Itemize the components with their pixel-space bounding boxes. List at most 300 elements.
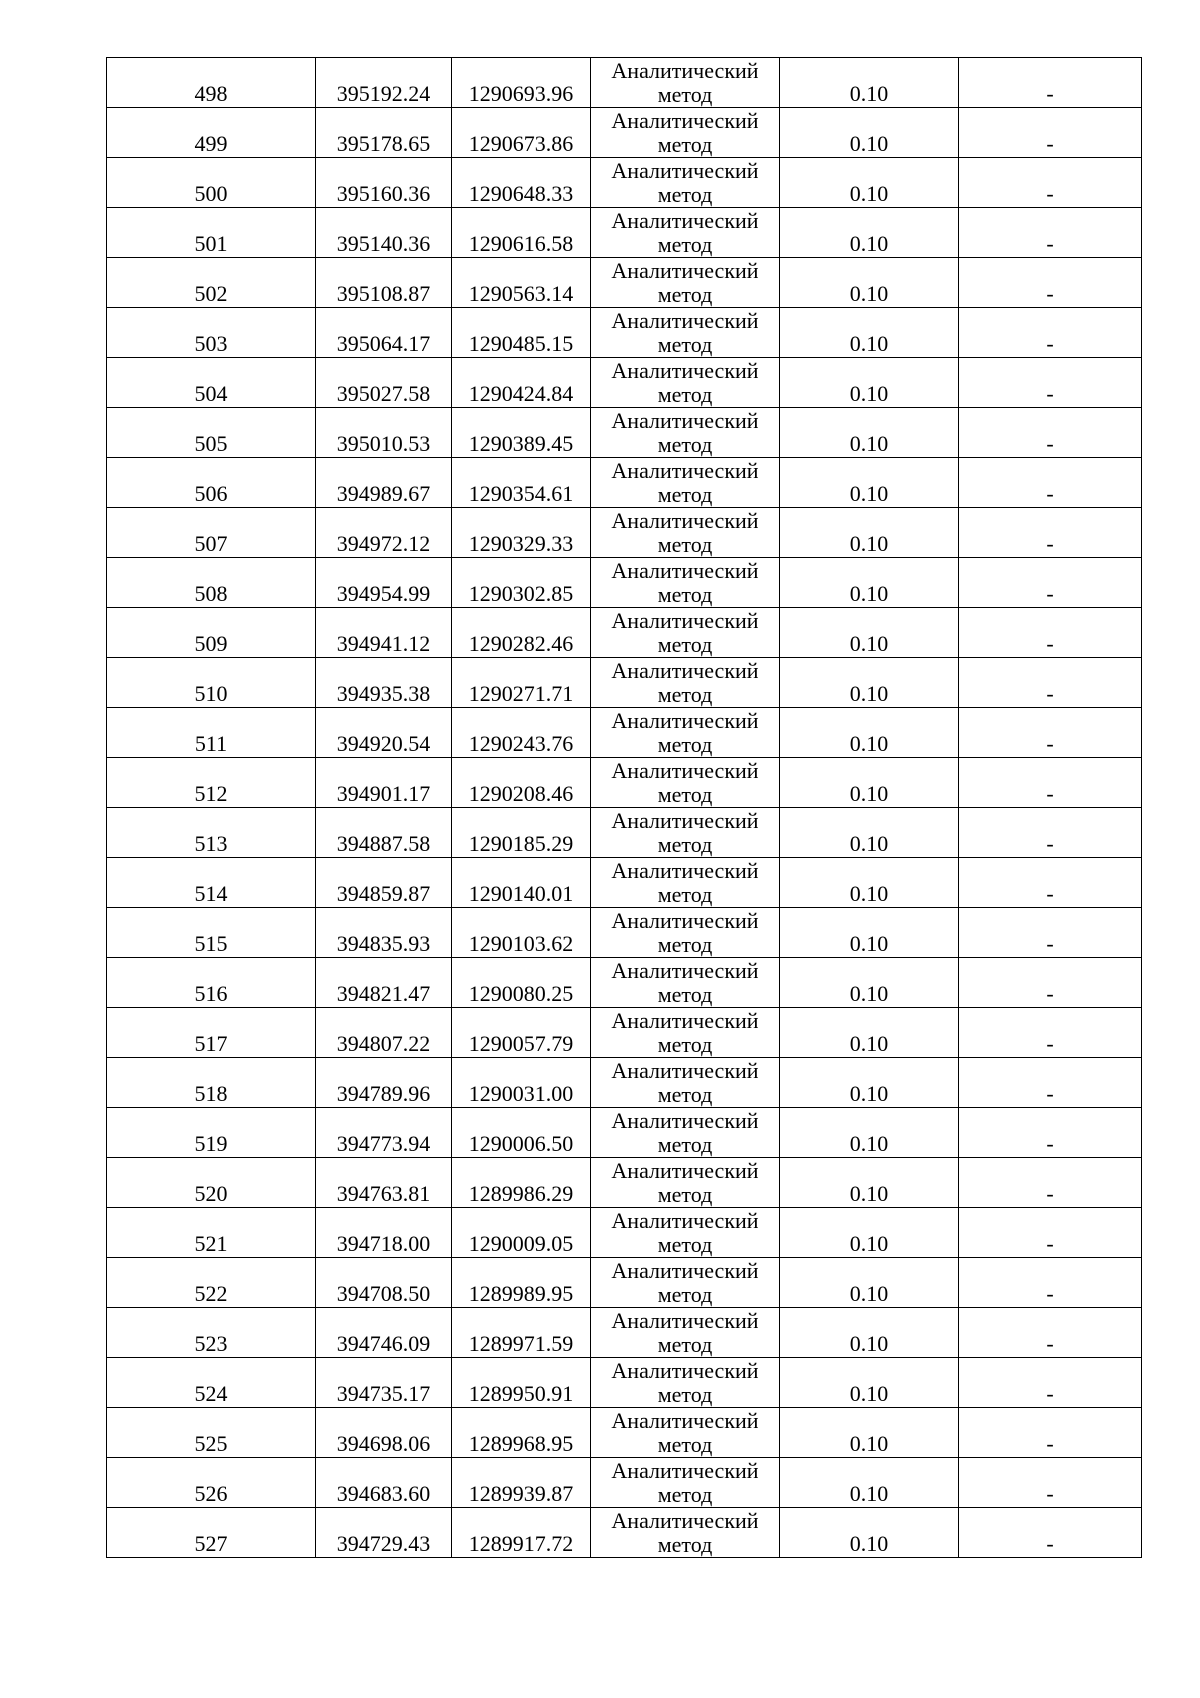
table-row xyxy=(107,858,1142,908)
method-line-2: метод xyxy=(657,182,713,207)
coordinate-y-cell: 1290185.29 xyxy=(452,808,591,858)
coordinate-x-cell: 394859.87 xyxy=(316,858,452,908)
note-cell: - xyxy=(959,608,1142,658)
coordinates-table xyxy=(106,57,1142,1558)
point-number-cell: 500 xyxy=(107,158,316,208)
coordinate-y-cell: 1290282.46 xyxy=(452,608,591,658)
method-cell xyxy=(591,1308,780,1358)
accuracy-cell: 0.10 xyxy=(780,658,959,708)
point-number-cell: 514 xyxy=(107,858,316,908)
coordinate-x-cell: 394887.58 xyxy=(316,808,452,858)
table-row xyxy=(107,308,1142,358)
coordinate-x-cell: 394920.54 xyxy=(316,708,452,758)
table-row xyxy=(107,158,1142,208)
method-line-1: Аналитический xyxy=(611,1059,759,1083)
method-cell xyxy=(591,1108,780,1158)
coordinate-x-cell: 394683.60 xyxy=(316,1458,452,1508)
table-row xyxy=(107,1058,1142,1108)
accuracy-cell: 0.10 xyxy=(780,1408,959,1458)
table-row xyxy=(107,408,1142,458)
method-line-2: метод xyxy=(657,682,713,707)
method-text xyxy=(591,209,779,257)
method-cell xyxy=(591,858,780,908)
point-number-cell: 522 xyxy=(107,1258,316,1308)
coordinate-x-cell: 394708.50 xyxy=(316,1258,452,1308)
accuracy-cell: 0.10 xyxy=(780,558,959,608)
coordinate-x-cell: 394901.17 xyxy=(316,758,452,808)
method-line-2: метод xyxy=(657,432,713,457)
point-number-cell: 527 xyxy=(107,1508,316,1558)
accuracy-cell: 0.10 xyxy=(780,458,959,508)
point-number-cell: 516 xyxy=(107,958,316,1008)
coordinate-x-cell: 395108.87 xyxy=(316,258,452,308)
coordinate-x-cell: 394746.09 xyxy=(316,1308,452,1358)
coordinate-y-cell: 1289917.72 xyxy=(452,1508,591,1558)
accuracy-cell: 0.10 xyxy=(780,958,959,1008)
coordinate-x-cell: 394821.47 xyxy=(316,958,452,1008)
method-line-1: Аналитический xyxy=(611,509,759,533)
point-number-cell: 524 xyxy=(107,1358,316,1408)
method-text xyxy=(591,1409,779,1457)
method-line-2: метод xyxy=(657,732,713,757)
method-cell xyxy=(591,608,780,658)
table-row xyxy=(107,658,1142,708)
note-cell: - xyxy=(959,858,1142,908)
method-line-1: Аналитический xyxy=(611,1359,759,1383)
table-row xyxy=(107,1308,1142,1358)
coordinate-y-cell: 1289968.95 xyxy=(452,1408,591,1458)
accuracy-cell: 0.10 xyxy=(780,1208,959,1258)
table-row xyxy=(107,1008,1142,1058)
method-line-1: Аналитический xyxy=(611,1309,759,1333)
coordinate-y-cell: 1290329.33 xyxy=(452,508,591,558)
coordinate-y-cell: 1290103.62 xyxy=(452,908,591,958)
method-text xyxy=(591,559,779,607)
method-cell xyxy=(591,208,780,258)
method-text xyxy=(591,1459,779,1507)
method-text xyxy=(591,309,779,357)
method-text xyxy=(591,509,779,557)
accuracy-cell: 0.10 xyxy=(780,858,959,908)
coordinate-x-cell: 395192.24 xyxy=(316,58,452,108)
note-cell: - xyxy=(959,58,1142,108)
method-text xyxy=(591,1509,779,1557)
table-row xyxy=(107,1158,1142,1208)
method-cell xyxy=(591,1258,780,1308)
note-cell: - xyxy=(959,1308,1142,1358)
method-line-1: Аналитический xyxy=(611,809,759,833)
accuracy-cell: 0.10 xyxy=(780,358,959,408)
method-text xyxy=(591,259,779,307)
note-cell: - xyxy=(959,908,1142,958)
method-line-2: метод xyxy=(657,1282,713,1307)
accuracy-cell: 0.10 xyxy=(780,808,959,858)
note-cell: - xyxy=(959,708,1142,758)
method-cell xyxy=(591,58,780,108)
coordinate-y-cell: 1290208.46 xyxy=(452,758,591,808)
note-cell: - xyxy=(959,758,1142,808)
method-cell xyxy=(591,1208,780,1258)
method-cell xyxy=(591,558,780,608)
table-row xyxy=(107,1358,1142,1408)
note-cell: - xyxy=(959,108,1142,158)
method-text xyxy=(591,1309,779,1357)
method-line-2: метод xyxy=(657,532,713,557)
method-line-2: метод xyxy=(657,1182,713,1207)
point-number-cell: 517 xyxy=(107,1008,316,1058)
table-row xyxy=(107,508,1142,558)
point-number-cell: 499 xyxy=(107,108,316,158)
table-row xyxy=(107,708,1142,758)
method-line-2: метод xyxy=(657,782,713,807)
note-cell: - xyxy=(959,458,1142,508)
coordinate-x-cell: 394773.94 xyxy=(316,1108,452,1158)
coordinate-y-cell: 1290485.15 xyxy=(452,308,591,358)
note-cell: - xyxy=(959,408,1142,458)
method-text xyxy=(591,1159,779,1207)
accuracy-cell: 0.10 xyxy=(780,1358,959,1408)
accuracy-cell: 0.10 xyxy=(780,208,959,258)
note-cell: - xyxy=(959,1408,1142,1458)
table-row xyxy=(107,1458,1142,1508)
method-line-2: метод xyxy=(657,982,713,1007)
note-cell: - xyxy=(959,558,1142,608)
method-line-2: метод xyxy=(657,632,713,657)
note-cell: - xyxy=(959,308,1142,358)
point-number-cell: 526 xyxy=(107,1458,316,1508)
method-text xyxy=(591,159,779,207)
coordinate-x-cell: 394935.38 xyxy=(316,658,452,708)
table-row xyxy=(107,958,1142,1008)
method-line-1: Аналитический xyxy=(611,909,759,933)
method-text xyxy=(591,59,779,107)
method-cell xyxy=(591,508,780,558)
table-row xyxy=(107,758,1142,808)
coordinate-y-cell: 1290616.58 xyxy=(452,208,591,258)
note-cell: - xyxy=(959,1358,1142,1408)
method-text xyxy=(591,409,779,457)
point-number-cell: 511 xyxy=(107,708,316,758)
method-line-1: Аналитический xyxy=(611,559,759,583)
point-number-cell: 502 xyxy=(107,258,316,308)
method-line-2: метод xyxy=(657,82,713,107)
method-cell xyxy=(591,1158,780,1208)
method-text xyxy=(591,109,779,157)
method-line-1: Аналитический xyxy=(611,359,759,383)
coordinate-x-cell: 395160.36 xyxy=(316,158,452,208)
method-line-2: метод xyxy=(657,482,713,507)
coordinate-x-cell: 394763.81 xyxy=(316,1158,452,1208)
table-row xyxy=(107,358,1142,408)
accuracy-cell: 0.10 xyxy=(780,508,959,558)
point-number-cell: 498 xyxy=(107,58,316,108)
point-number-cell: 508 xyxy=(107,558,316,608)
coordinate-x-cell: 394729.43 xyxy=(316,1508,452,1558)
method-text xyxy=(591,1059,779,1107)
table-row xyxy=(107,558,1142,608)
point-number-cell: 507 xyxy=(107,508,316,558)
method-line-2: метод xyxy=(657,232,713,257)
note-cell: - xyxy=(959,808,1142,858)
coordinate-x-cell: 394972.12 xyxy=(316,508,452,558)
method-line-1: Аналитический xyxy=(611,709,759,733)
coordinate-x-cell: 394718.00 xyxy=(316,1208,452,1258)
accuracy-cell: 0.10 xyxy=(780,258,959,308)
coordinate-y-cell: 1290563.14 xyxy=(452,258,591,308)
point-number-cell: 520 xyxy=(107,1158,316,1208)
method-line-2: метод xyxy=(657,332,713,357)
accuracy-cell: 0.10 xyxy=(780,1458,959,1508)
coordinate-y-cell: 1290648.33 xyxy=(452,158,591,208)
coordinate-y-cell: 1289971.59 xyxy=(452,1308,591,1358)
method-line-1: Аналитический xyxy=(611,1259,759,1283)
coordinate-y-cell: 1290389.45 xyxy=(452,408,591,458)
accuracy-cell: 0.10 xyxy=(780,158,959,208)
method-text xyxy=(591,1209,779,1257)
point-number-cell: 515 xyxy=(107,908,316,958)
method-text xyxy=(591,1259,779,1307)
point-number-cell: 504 xyxy=(107,358,316,408)
table-row xyxy=(107,1258,1142,1308)
coordinates-table-body xyxy=(107,58,1142,1558)
method-text xyxy=(591,909,779,957)
method-cell xyxy=(591,1358,780,1408)
note-cell: - xyxy=(959,358,1142,408)
method-cell xyxy=(591,1508,780,1558)
method-line-2: метод xyxy=(657,1532,713,1557)
accuracy-cell: 0.10 xyxy=(780,1058,959,1108)
note-cell: - xyxy=(959,208,1142,258)
point-number-cell: 506 xyxy=(107,458,316,508)
method-line-1: Аналитический xyxy=(611,759,759,783)
coordinate-x-cell: 394835.93 xyxy=(316,908,452,958)
coordinate-y-cell: 1290302.85 xyxy=(452,558,591,608)
table-row xyxy=(107,258,1142,308)
method-line-1: Аналитический xyxy=(611,159,759,183)
method-line-1: Аналитический xyxy=(611,1459,759,1483)
coordinate-x-cell: 395064.17 xyxy=(316,308,452,358)
note-cell: - xyxy=(959,1258,1142,1308)
point-number-cell: 518 xyxy=(107,1058,316,1108)
method-cell xyxy=(591,308,780,358)
coordinate-y-cell: 1290271.71 xyxy=(452,658,591,708)
note-cell: - xyxy=(959,1458,1142,1508)
method-cell xyxy=(591,708,780,758)
method-text xyxy=(591,1009,779,1057)
point-number-cell: 510 xyxy=(107,658,316,708)
method-cell xyxy=(591,108,780,158)
method-cell xyxy=(591,358,780,408)
note-cell: - xyxy=(959,1058,1142,1108)
method-cell xyxy=(591,908,780,958)
method-line-2: метод xyxy=(657,132,713,157)
coordinate-x-cell: 395027.58 xyxy=(316,358,452,408)
coordinate-y-cell: 1290243.76 xyxy=(452,708,591,758)
method-line-2: метод xyxy=(657,382,713,407)
method-line-2: метод xyxy=(657,1432,713,1457)
method-line-2: метод xyxy=(657,1032,713,1057)
method-line-2: метод xyxy=(657,832,713,857)
method-line-2: метод xyxy=(657,932,713,957)
method-line-2: метод xyxy=(657,1482,713,1507)
note-cell: - xyxy=(959,258,1142,308)
accuracy-cell: 0.10 xyxy=(780,1108,959,1158)
method-line-2: метод xyxy=(657,282,713,307)
method-line-1: Аналитический xyxy=(611,459,759,483)
method-line-2: метод xyxy=(657,582,713,607)
method-text xyxy=(591,709,779,757)
method-text xyxy=(591,609,779,657)
coordinate-y-cell: 1290080.25 xyxy=(452,958,591,1008)
accuracy-cell: 0.10 xyxy=(780,1158,959,1208)
accuracy-cell: 0.10 xyxy=(780,408,959,458)
coordinate-x-cell: 395010.53 xyxy=(316,408,452,458)
method-cell xyxy=(591,408,780,458)
note-cell: - xyxy=(959,1208,1142,1258)
accuracy-cell: 0.10 xyxy=(780,708,959,758)
coordinate-y-cell: 1290031.00 xyxy=(452,1058,591,1108)
method-text xyxy=(591,759,779,807)
method-text xyxy=(591,959,779,1007)
method-text xyxy=(591,859,779,907)
coordinate-y-cell: 1289989.95 xyxy=(452,1258,591,1308)
method-line-1: Аналитический xyxy=(611,609,759,633)
point-number-cell: 519 xyxy=(107,1108,316,1158)
table-row xyxy=(107,108,1142,158)
point-number-cell: 513 xyxy=(107,808,316,858)
method-text xyxy=(591,459,779,507)
table-row xyxy=(107,608,1142,658)
accuracy-cell: 0.10 xyxy=(780,908,959,958)
method-line-1: Аналитический xyxy=(611,1409,759,1433)
coordinate-x-cell: 394989.67 xyxy=(316,458,452,508)
coordinate-y-cell: 1290006.50 xyxy=(452,1108,591,1158)
method-cell xyxy=(591,758,780,808)
method-cell xyxy=(591,158,780,208)
coordinate-x-cell: 394698.06 xyxy=(316,1408,452,1458)
table-row xyxy=(107,908,1142,958)
note-cell: - xyxy=(959,1008,1142,1058)
coordinate-x-cell: 394807.22 xyxy=(316,1008,452,1058)
accuracy-cell: 0.10 xyxy=(780,608,959,658)
accuracy-cell: 0.10 xyxy=(780,1258,959,1308)
coordinate-x-cell: 394735.17 xyxy=(316,1358,452,1408)
table-row xyxy=(107,1408,1142,1458)
method-line-1: Аналитический xyxy=(611,59,759,83)
point-number-cell: 505 xyxy=(107,408,316,458)
method-line-1: Аналитический xyxy=(611,209,759,233)
table-row xyxy=(107,1208,1142,1258)
method-line-1: Аналитический xyxy=(611,309,759,333)
note-cell: - xyxy=(959,958,1142,1008)
method-line-1: Аналитический xyxy=(611,859,759,883)
method-text xyxy=(591,809,779,857)
method-text xyxy=(591,1359,779,1407)
method-line-2: метод xyxy=(657,1332,713,1357)
coordinate-y-cell: 1290693.96 xyxy=(452,58,591,108)
accuracy-cell: 0.10 xyxy=(780,108,959,158)
method-line-2: метод xyxy=(657,882,713,907)
table-row xyxy=(107,808,1142,858)
method-text xyxy=(591,1109,779,1157)
method-cell xyxy=(591,1058,780,1108)
point-number-cell: 501 xyxy=(107,208,316,258)
method-line-2: метод xyxy=(657,1232,713,1257)
note-cell: - xyxy=(959,508,1142,558)
method-line-1: Аналитический xyxy=(611,1509,759,1533)
note-cell: - xyxy=(959,1158,1142,1208)
accuracy-cell: 0.10 xyxy=(780,1308,959,1358)
method-line-1: Аналитический xyxy=(611,1209,759,1233)
note-cell: - xyxy=(959,1108,1142,1158)
coordinate-y-cell: 1289939.87 xyxy=(452,1458,591,1508)
coordinate-y-cell: 1290673.86 xyxy=(452,108,591,158)
method-line-1: Аналитический xyxy=(611,1109,759,1133)
accuracy-cell: 0.10 xyxy=(780,1508,959,1558)
point-number-cell: 503 xyxy=(107,308,316,358)
point-number-cell: 523 xyxy=(107,1308,316,1358)
coordinate-y-cell: 1289950.91 xyxy=(452,1358,591,1408)
method-line-1: Аналитический xyxy=(611,409,759,433)
coordinate-y-cell: 1290057.79 xyxy=(452,1008,591,1058)
method-cell xyxy=(591,1458,780,1508)
note-cell: - xyxy=(959,658,1142,708)
method-cell xyxy=(591,258,780,308)
method-cell xyxy=(591,1008,780,1058)
method-line-1: Аналитический xyxy=(611,659,759,683)
point-number-cell: 512 xyxy=(107,758,316,808)
point-number-cell: 525 xyxy=(107,1408,316,1458)
accuracy-cell: 0.10 xyxy=(780,758,959,808)
method-line-1: Аналитический xyxy=(611,109,759,133)
note-cell: - xyxy=(959,1508,1142,1558)
method-cell xyxy=(591,958,780,1008)
coordinate-x-cell: 394954.99 xyxy=(316,558,452,608)
coordinate-y-cell: 1289986.29 xyxy=(452,1158,591,1208)
table-row xyxy=(107,1508,1142,1558)
table-row xyxy=(107,208,1142,258)
coordinate-y-cell: 1290140.01 xyxy=(452,858,591,908)
method-line-1: Аналитический xyxy=(611,1159,759,1183)
method-text xyxy=(591,359,779,407)
method-line-2: метод xyxy=(657,1132,713,1157)
note-cell: - xyxy=(959,158,1142,208)
method-line-1: Аналитический xyxy=(611,959,759,983)
table-row xyxy=(107,1108,1142,1158)
coordinate-x-cell: 395140.36 xyxy=(316,208,452,258)
method-cell xyxy=(591,458,780,508)
method-text xyxy=(591,659,779,707)
coordinate-x-cell: 394941.12 xyxy=(316,608,452,658)
method-line-2: метод xyxy=(657,1382,713,1407)
point-number-cell: 509 xyxy=(107,608,316,658)
accuracy-cell: 0.10 xyxy=(780,1008,959,1058)
coordinate-y-cell: 1290424.84 xyxy=(452,358,591,408)
table-row xyxy=(107,58,1142,108)
coordinate-x-cell: 395178.65 xyxy=(316,108,452,158)
coordinate-y-cell: 1290354.61 xyxy=(452,458,591,508)
accuracy-cell: 0.10 xyxy=(780,308,959,358)
method-cell xyxy=(591,808,780,858)
method-cell xyxy=(591,1408,780,1458)
method-line-1: Аналитический xyxy=(611,259,759,283)
table-row xyxy=(107,458,1142,508)
accuracy-cell: 0.10 xyxy=(780,58,959,108)
method-cell xyxy=(591,658,780,708)
coordinate-y-cell: 1290009.05 xyxy=(452,1208,591,1258)
method-line-1: Аналитический xyxy=(611,1009,759,1033)
method-line-2: метод xyxy=(657,1082,713,1107)
